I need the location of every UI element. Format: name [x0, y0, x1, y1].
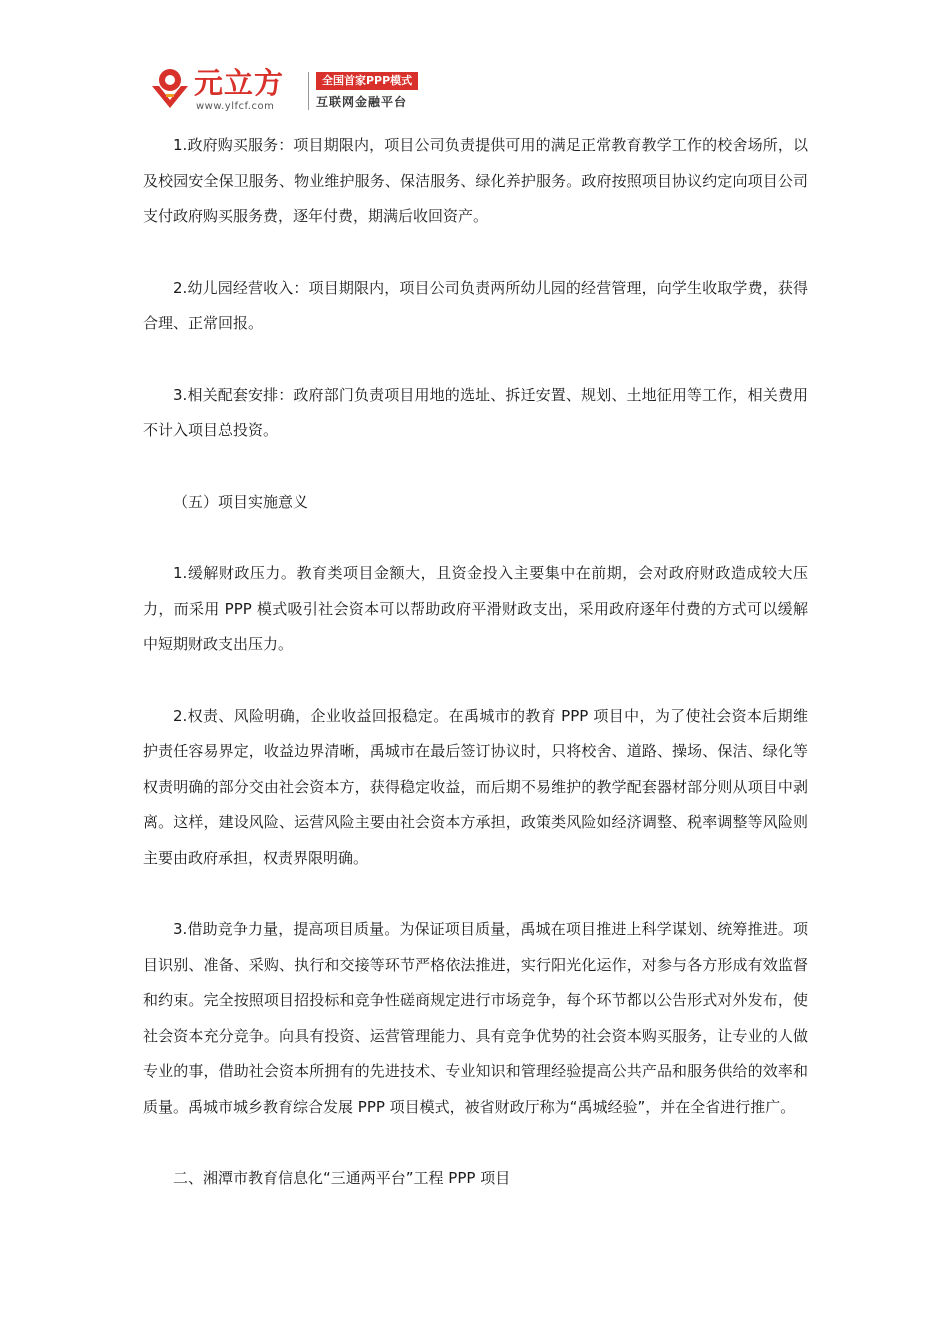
- paragraph-kindergarten-income: 2.幼儿园经营收入：项目期限内，项目公司负责两所幼儿园的经营管理，向学生收取学费，获得合理、正常回报。: [143, 278, 808, 332]
- paragraph-responsibility-risk: 2.权责、风险明确，企业收益回报稳定。在禹城市的教育 PPP 项目中，为了使社会资本后期维护责任容易界定，收益边界清晰，禹城市在最后签订协议时，只将校舍、道路、操场、保洁、绿化等权责明确的部分交由社会资本方，获得稳定收益，而后期不易维护的教学配套器材部分则从项目中剥离。这样，建设风险、运营风险主要由社会资本方承担，政策类风险如经济调整、税率调整等风险则主要由政府承担，权责界限明确。: [143, 706, 808, 867]
- logo-url: www.ylfcf.com: [196, 101, 275, 112]
- section-heading-significance: （五）项目实施意义: [173, 492, 309, 511]
- logo-icon: [148, 66, 192, 110]
- page-header: [148, 66, 428, 118]
- paragraph-supporting-arrangements: 3.相关配套安排：政府部门负责项目用地的选址、拆迁安置、规划、土地征用等工作，相关费用不计入项目总投资。: [143, 385, 808, 439]
- paragraph-government-purchase: 1.政府购买服务：项目期限内，项目公司负责提供可用的满足正常教育教学工作的校舍场所，以及校园安全保卫服务、物业维护服务、保洁服务、绿化养护服务。政府按照项目协议约定向项目公司支付政府购买服务费，逐年付费，期满后收回资产。: [143, 136, 808, 225]
- tagline-badge: 全国首家PPP模式: [316, 72, 418, 90]
- section-heading-xiangtan: 二、湘潭市教育信息化“三通两平台”工程 PPP 项目: [173, 1169, 511, 1187]
- tagline-text: 互联网金融平台: [316, 95, 408, 109]
- document-body: [143, 128, 808, 1233]
- paragraph-competition-quality: 3.借助竞争力量，提高项目质量。为保证项目质量，禹城在项目推进上科学谋划、统筹推进。项目识别、准备、采购、执行和交接等环节严格依法推进，实行阳光化运作，对参与各方形成有效监督和约束。完全按照项目招投标和竞争性磋商规定进行市场竞争，每个环节都以公告形式对外发布，使社会资本充分竞争。向具有投资、运营管理能力、具有竞争优势的社会资本购买服务，让专业的人做专业的事，借助社会资本所拥有的先进技术、专业知识和管理经验提高公共产品和服务供给的效率和质量。禹城市城乡教育综合发展 PPP 项目模式，被省财政厅称为“禹城经验”，并在全省进行推广。: [143, 920, 808, 1116]
- header-divider: [308, 72, 309, 110]
- paragraph-fiscal-pressure: 1.缓解财政压力。教育类项目金额大，且资金投入主要集中在前期，会对政府财政造成较大压力，而采用 PPP 模式吸引社会资本可以帮助政府平滑财政支出，采用政府逐年付费的方式可以缓解中短期财政支出压力。: [143, 564, 808, 653]
- logo-name: 元立方: [194, 66, 285, 100]
